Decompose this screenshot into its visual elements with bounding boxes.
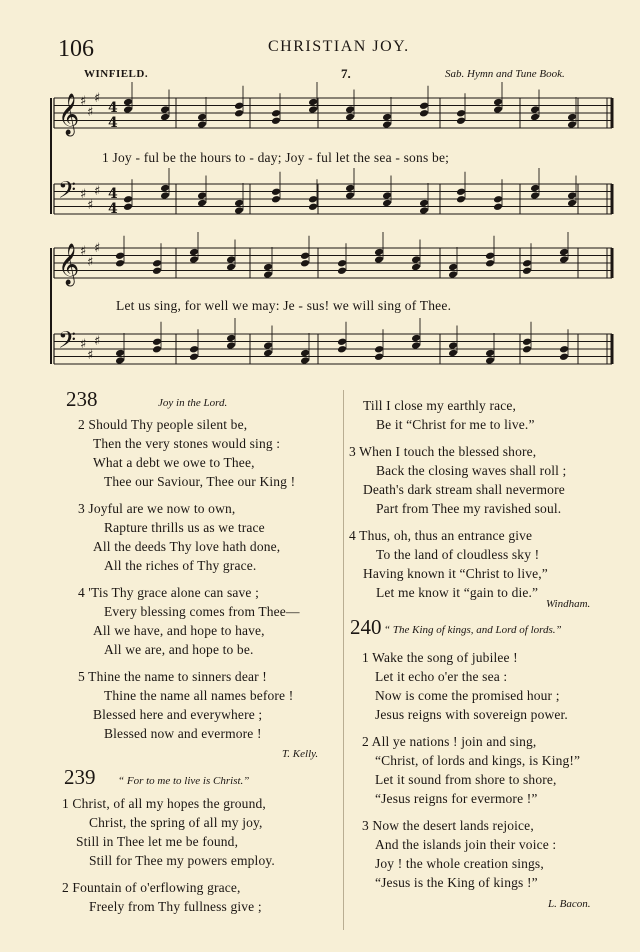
attribution-239: Windham. xyxy=(546,598,591,610)
note-head xyxy=(337,266,347,275)
note-head xyxy=(271,187,281,196)
note-head xyxy=(308,202,318,211)
bass-clef-icon: 𝄢 xyxy=(58,176,77,209)
note-head xyxy=(263,349,273,358)
page-number: 106 xyxy=(58,36,94,62)
note-head xyxy=(448,341,458,350)
verse-line: 1 Christ, of all my hopes the ground, xyxy=(62,796,266,811)
note-head xyxy=(123,202,133,211)
note-head xyxy=(485,251,495,260)
note-head xyxy=(152,259,162,268)
note-head xyxy=(419,109,429,118)
hymn-title-238: Joy in the Lord. xyxy=(158,397,228,409)
note-head xyxy=(522,337,532,346)
note-head xyxy=(374,352,384,361)
note-head xyxy=(567,191,577,200)
verse-line: 2 All ye nations ! join and sing, xyxy=(362,734,537,749)
hymn-number-239: 239 xyxy=(64,765,96,789)
note-head xyxy=(226,255,236,264)
treble-clef-icon: 𝄞 xyxy=(58,244,80,285)
verse-line: Thine the name all names before ! xyxy=(104,688,294,703)
note-head xyxy=(263,263,273,272)
note-head xyxy=(448,349,458,358)
note-head xyxy=(234,199,244,208)
hymn-number-240: 240 xyxy=(350,615,382,639)
note-head xyxy=(271,195,281,204)
note-head xyxy=(382,199,392,208)
note-head xyxy=(115,349,125,358)
note-head xyxy=(300,251,310,260)
note-head xyxy=(522,266,532,275)
note-head xyxy=(197,199,207,208)
verse-line: Thee our Saviour, Thee our King ! xyxy=(104,474,296,489)
verse-line: Still for Thee my powers employ. xyxy=(89,853,275,868)
verse-line: Rapture thrills us as we trace xyxy=(104,520,265,535)
note-head xyxy=(123,105,133,114)
hymn-title-240: “ The King of kings, and Lord of lords.” xyxy=(384,624,562,636)
note-head xyxy=(226,263,236,272)
verse-line: Death's dark stream shall nevermore xyxy=(363,482,565,497)
note-head xyxy=(197,120,207,129)
sharp-icon: ♯ xyxy=(94,334,101,349)
note-head xyxy=(456,187,466,196)
verse-line: All we are, and hope to be. xyxy=(104,642,254,657)
note-head xyxy=(493,98,503,107)
verse-line: All the riches of Thy grace. xyxy=(104,558,257,573)
verse-line: 5 Thine the name to sinners dear ! xyxy=(78,669,267,684)
verse-line: Having known it “Christ to live,” xyxy=(363,566,548,581)
tune-source: Sab. Hymn and Tune Book. xyxy=(445,68,565,80)
note-head xyxy=(522,259,532,268)
verse-line: Be it “Christ for me to live.” xyxy=(376,417,535,432)
verse-line: “Jesus is the King of kings !” xyxy=(375,875,538,890)
note-head xyxy=(493,105,503,114)
bass-clef-icon: 𝄢 xyxy=(58,326,77,359)
note-head xyxy=(152,337,162,346)
note-head xyxy=(448,270,458,279)
note-head xyxy=(197,191,207,200)
note-head xyxy=(559,248,569,257)
sharp-icon: ♯ xyxy=(87,105,94,120)
verse-line: “Jesus reigns for evermore !” xyxy=(375,791,538,806)
note-head xyxy=(493,195,503,204)
note-head xyxy=(337,259,347,268)
note-head xyxy=(263,341,273,350)
note-head xyxy=(234,206,244,215)
note-head xyxy=(456,109,466,118)
note-head xyxy=(559,255,569,264)
verse-line: Let it echo o'er the sea : xyxy=(375,669,508,684)
verse-line: Till I close my earthly race, xyxy=(363,398,517,413)
note-head xyxy=(115,356,125,365)
verse-line: 4 Thus, oh, thus an entrance give xyxy=(349,528,533,543)
note-head xyxy=(448,263,458,272)
note-head xyxy=(374,255,384,264)
verse-line: And the islands join their voice : xyxy=(375,837,557,852)
verse-line: Jesus reigns with sovereign power. xyxy=(375,707,568,722)
note-head xyxy=(419,206,429,215)
note-head xyxy=(160,184,170,193)
note-head xyxy=(160,113,170,122)
sharp-icon: ♯ xyxy=(80,94,87,109)
verse-line: All the deeds Thy love hath done, xyxy=(93,539,281,554)
sharp-icon: ♯ xyxy=(80,187,87,202)
verse-line: To the land of cloudless sky ! xyxy=(376,547,540,562)
verse-line: What a debt we owe to Thee, xyxy=(93,455,255,470)
hymn-title-239: “ For to me to live is Christ.” xyxy=(118,775,250,787)
note-head xyxy=(456,195,466,204)
verse-line: 3 When I touch the blessed shore, xyxy=(349,444,537,459)
treble-clef-icon: 𝄞 xyxy=(58,94,80,135)
note-head xyxy=(530,105,540,114)
tune-meter: 7. xyxy=(341,66,351,81)
note-head xyxy=(123,98,133,107)
sharp-icon: ♯ xyxy=(80,337,87,352)
note-head xyxy=(226,341,236,350)
note-head xyxy=(337,337,347,346)
time-signature-denominator: 4 xyxy=(108,201,118,217)
note-head xyxy=(485,349,495,358)
verse-line: Blessed here and everywhere ; xyxy=(93,707,263,722)
note-head xyxy=(411,341,421,350)
note-head xyxy=(234,101,244,110)
note-head xyxy=(345,184,355,193)
time-signature-denominator: 4 xyxy=(108,115,118,131)
verse-line: 3 Now the desert lands rejoice, xyxy=(362,818,534,833)
note-head xyxy=(382,113,392,122)
sharp-icon: ♯ xyxy=(87,348,94,363)
sharp-icon: ♯ xyxy=(80,244,87,259)
sharp-icon: ♯ xyxy=(94,241,101,256)
time-signature-numerator: 4 xyxy=(108,100,118,116)
note-head xyxy=(493,202,503,211)
sharp-icon: ♯ xyxy=(87,198,94,213)
note-head xyxy=(567,199,577,208)
note-head xyxy=(485,356,495,365)
verse-line: “Christ, of lords and kings, is King!” xyxy=(375,753,581,768)
note-head xyxy=(411,255,421,264)
note-head xyxy=(308,105,318,114)
note-head xyxy=(263,270,273,279)
verse-line: Then the very stones would sing : xyxy=(93,436,281,451)
note-head xyxy=(189,352,199,361)
note-head xyxy=(337,345,347,354)
time-signature-numerator: 4 xyxy=(108,186,118,202)
note-head xyxy=(160,105,170,114)
note-head xyxy=(271,116,281,125)
note-head xyxy=(411,263,421,272)
verse-line: Let me know it “gain to die.” xyxy=(376,585,539,600)
note-head xyxy=(456,116,466,125)
note-head xyxy=(123,195,133,204)
note-head xyxy=(382,191,392,200)
verse-line: Blessed now and evermore ! xyxy=(104,726,262,741)
hymn-number-238: 238 xyxy=(66,387,98,411)
note-head xyxy=(345,105,355,114)
verse-line: Back the closing waves shall roll ; xyxy=(376,463,567,478)
note-head xyxy=(271,109,281,118)
note-head xyxy=(345,191,355,200)
note-head xyxy=(300,349,310,358)
sharp-icon: ♯ xyxy=(94,184,101,199)
note-head xyxy=(115,259,125,268)
attribution-240: L. Bacon. xyxy=(548,898,591,910)
note-head xyxy=(300,356,310,365)
verse-line: Now is come the promised hour ; xyxy=(375,688,560,703)
note-head xyxy=(419,101,429,110)
note-head xyxy=(152,345,162,354)
note-head xyxy=(485,259,495,268)
note-head xyxy=(374,248,384,257)
attribution-238: T. Kelly. xyxy=(282,748,319,760)
verse-line: Let it sound from shore to shore, xyxy=(375,772,557,787)
note-head xyxy=(226,334,236,343)
note-head xyxy=(530,191,540,200)
running-title: CHRISTIAN JOY. xyxy=(268,38,410,55)
sharp-icon: ♯ xyxy=(87,255,94,270)
note-head xyxy=(152,266,162,275)
verse-line: Part from Thee my ravished soul. xyxy=(376,501,562,516)
note-head xyxy=(530,113,540,122)
note-head xyxy=(411,334,421,343)
verse-line: 2 Should Thy people silent be, xyxy=(78,417,248,432)
column-divider xyxy=(343,390,344,930)
verse-line: Freely from Thy fullness give ; xyxy=(89,899,262,914)
verse-line: Still in Thee let me be found, xyxy=(76,834,239,849)
music-score xyxy=(0,0,640,380)
note-head xyxy=(234,109,244,118)
note-head xyxy=(308,195,318,204)
note-head xyxy=(522,345,532,354)
lyric-line-2: Let us sing, for well we may: Je - sus! we will sing of Thee. xyxy=(116,298,452,313)
note-head xyxy=(345,113,355,122)
verse-line: All we have, and hope to have, xyxy=(93,623,265,638)
note-head xyxy=(567,113,577,122)
note-head xyxy=(559,352,569,361)
tune-name: WINFIELD. xyxy=(84,68,149,80)
note-head xyxy=(382,120,392,129)
note-head xyxy=(160,191,170,200)
verse-line: Every blessing comes from Thee— xyxy=(104,604,300,619)
lyric-line-1: 1 Joy - ful be the hours to - day; Joy - ful let the sea - sons be; xyxy=(102,150,450,165)
note-head xyxy=(189,248,199,257)
verse-line: 2 Fountain of o'erflowing grace, xyxy=(62,880,241,895)
verse-line: 4 'Tis Thy grace alone can save ; xyxy=(78,585,259,600)
note-head xyxy=(308,98,318,107)
note-head xyxy=(189,255,199,264)
note-head xyxy=(197,113,207,122)
note-head xyxy=(189,345,199,354)
note-head xyxy=(567,120,577,129)
verse-line: 1 Wake the song of jubilee ! xyxy=(362,650,518,665)
note-head xyxy=(559,345,569,354)
sharp-icon: ♯ xyxy=(94,91,101,106)
note-head xyxy=(115,251,125,260)
note-head xyxy=(300,259,310,268)
note-head xyxy=(419,199,429,208)
note-head xyxy=(374,345,384,354)
verse-line: 3 Joyful are we now to own, xyxy=(78,501,236,516)
verse-line: Joy ! the whole creation sings, xyxy=(375,856,544,871)
note-head xyxy=(530,184,540,193)
verse-line: Christ, the spring of all my joy, xyxy=(89,815,263,830)
